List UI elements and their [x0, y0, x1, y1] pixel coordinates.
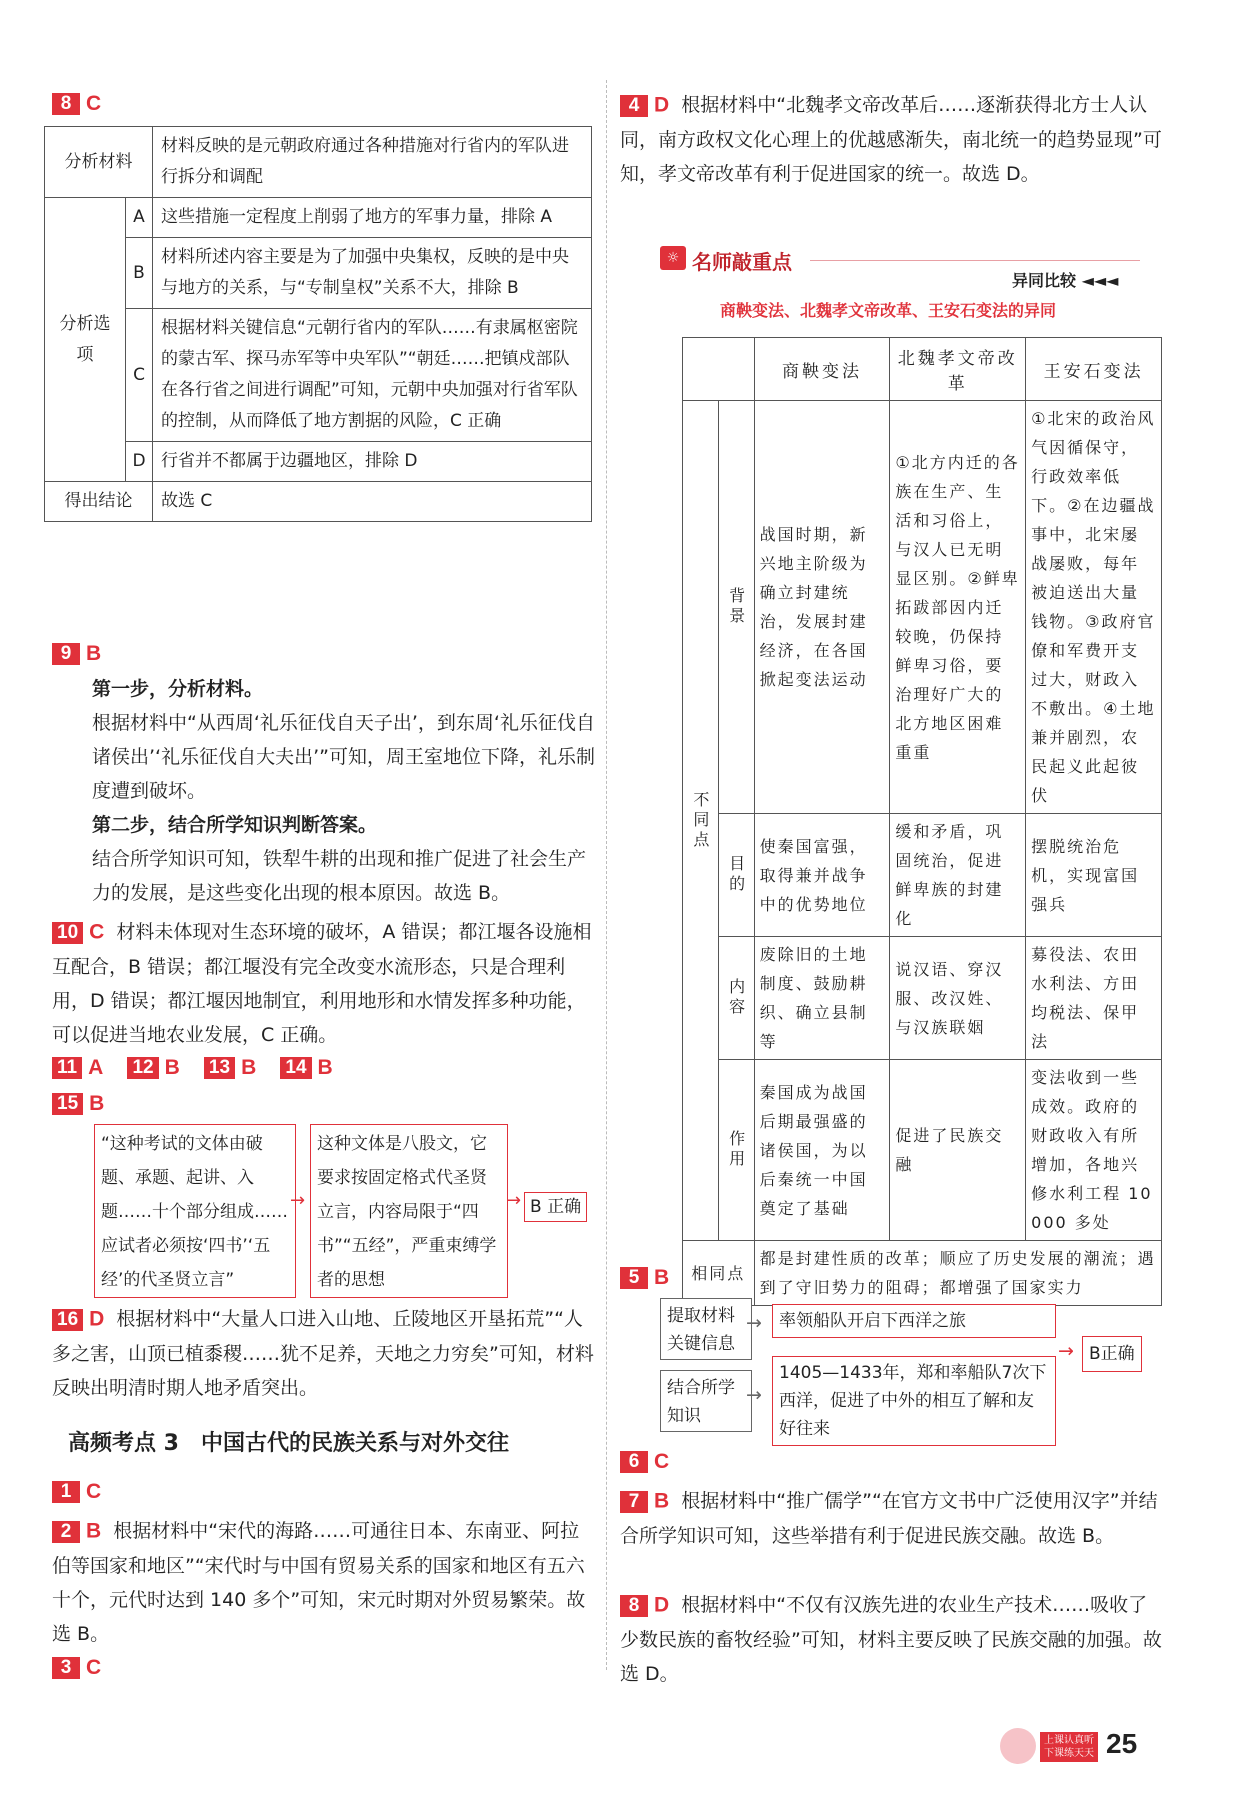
s3-q2	[52, 1514, 597, 1651]
page-number: 25	[1106, 1728, 1138, 1759]
s3-q7	[620, 1484, 1165, 1553]
answer: D	[654, 93, 670, 117]
row-label: 相同点	[683, 1241, 755, 1306]
table-label: 分析材料	[45, 127, 153, 198]
table-cell: ①北方内迁的各族在生产、生活和习俗上，与汉人已无明显区别。②鲜卑拓跋部因内迁较晚，仍保持鲜卑习俗，要治理好广大的北方地区困难重重	[890, 401, 1026, 814]
table-cell: 战国时期，新兴地主阶级为确立封建统治，发展封建经济，在各国掀起变法运动	[754, 401, 890, 814]
paragraph: 根据材料中“宋代的海路……可通往日本、东南亚、阿拉伯等国家和地区”“宋代时与中国有贸易关系的国家和地区有五六十个，元代时达到 140 多个”可知，宋元时期对外贸易繁荣。故选 B。	[52, 1520, 586, 1645]
column-header: 商鞅变法	[754, 338, 890, 401]
question-number: 4	[620, 95, 648, 117]
table-cell: 摆脱统治危机，实现富国强兵	[1026, 814, 1162, 937]
answer: B	[86, 1519, 102, 1543]
section-title: 高频考点 3 中国古代的民族关系与对外交往	[68, 1431, 509, 1456]
arrow-icon: →	[746, 1312, 762, 1334]
q9-header	[52, 642, 101, 666]
row-label: 作用	[718, 1060, 754, 1241]
s3-q8	[620, 1588, 1165, 1691]
table-label: 得出结论	[45, 482, 153, 522]
paragraph: 根据材料中“不仅有汉族先进的农业生产技术……吸收了少数民族的畜牧经验”可知，材料主要反映了民族交融的加强。故选 D。	[620, 1594, 1162, 1685]
table-cell: 说汉语、穿汉服、改汉姓、与汉族联姻	[890, 937, 1026, 1060]
table-label: 分析选项	[45, 198, 126, 482]
teacher-icon: ☼	[660, 246, 686, 270]
row-group-label: 不同点	[683, 401, 719, 1241]
table-cell: 这些措施一定程度上削弱了地方的军事力量，排除 A	[153, 198, 592, 238]
q15-result-box: B 正确	[524, 1192, 587, 1222]
question-number: 8	[52, 93, 80, 115]
s3-q3	[52, 1656, 101, 1680]
answer: C	[86, 92, 102, 115]
question-number: 6	[620, 1451, 648, 1473]
table-cell: 根据材料关键信息“元朝行省内的军队……有隶属枢密院的蒙古军、探马赤军等中央军队”“朝廷……把镇戍部队在各行省之间进行调配”可知，元朝中央加强对行省军队的控制，从而降低了地方割据的风险，C 正确	[153, 309, 592, 442]
answer: D	[89, 1307, 105, 1331]
banner-line	[810, 260, 1140, 261]
question-number: 16	[52, 1309, 83, 1331]
q9-explanation	[92, 672, 597, 910]
diagram-label-box: 提取材料关键信息	[660, 1298, 752, 1360]
footer-slogan	[1040, 1732, 1098, 1762]
arrow-icon: →	[1058, 1340, 1074, 1362]
answer: B	[317, 1056, 333, 1079]
step-title: 第二步，结合所学知识判断答案。	[92, 814, 378, 836]
comparison-table	[682, 337, 1162, 1306]
column-divider	[606, 80, 607, 1670]
table-cell: 废除旧的土地制度、鼓励耕织、确立县制等	[754, 937, 890, 1060]
table-cell: 都是封建性质的改革；顺应了历史发展的潮流；遇到了守旧势力的阻碍；都增强了国家实力	[754, 1241, 1161, 1306]
answer: B	[241, 1056, 257, 1079]
answer: B	[89, 1092, 105, 1115]
question-number: 15	[52, 1093, 83, 1115]
question-number: 13	[204, 1057, 235, 1079]
question-number: 11	[52, 1057, 82, 1079]
question-number: 14	[280, 1057, 311, 1079]
answer: B	[164, 1056, 180, 1079]
s3-q5-header	[620, 1266, 669, 1290]
question-number: 10	[52, 922, 83, 944]
q15-header	[52, 1092, 104, 1116]
row-label: 背景	[718, 401, 754, 814]
paragraph: 根据材料中“北魏孝文帝改革后……逐渐获得北方士人认同，南方政权文化心理上的优越感渐失，南北统一的趋势显现”可知，孝文帝改革有利于促进国家的统一。故选 D。	[620, 94, 1162, 185]
question-number: 3	[52, 1657, 80, 1679]
banner-tag: 异同比较 ◄◄◄	[1012, 271, 1119, 290]
question-number: 7	[620, 1491, 648, 1513]
row-label: 目的	[718, 814, 754, 937]
table-cell: 行省并不都属于边疆地区，排除 D	[153, 442, 592, 482]
step-title: 第一步，分析材料。	[92, 678, 264, 700]
paragraph: 根据材料中“推广儒学”“在官方文书中广泛使用汉字”并结合所学知识可知，这些举措有利于促进民族交融。故选 B。	[620, 1490, 1158, 1547]
table-cell: 故选 C	[153, 482, 592, 522]
answer: B	[654, 1489, 670, 1513]
column-header: 王安石变法	[1026, 338, 1162, 401]
table-cell: 使秦国富强，取得兼并战争中的优势地位	[754, 814, 890, 937]
q11-14-answers	[52, 1056, 333, 1080]
s3-q1	[52, 1480, 101, 1504]
question-number: 5	[620, 1267, 648, 1289]
mascot-icon	[1000, 1728, 1036, 1764]
option-key: D	[126, 442, 153, 482]
table-cell: 材料反映的是元朝政府通过各种措施对行省内的军队进行拆分和调配	[153, 127, 592, 198]
table-cell: 秦国成为战国后期最强盛的诸侯国，为以后秦统一中国奠定了基础	[754, 1060, 890, 1241]
table-cell: 促进了民族交融	[890, 1060, 1026, 1241]
diagram-box: 率领船队开启下西洋之旅	[772, 1304, 1056, 1338]
arrow-icon: →	[506, 1190, 522, 1211]
q15-material-box: “这种考试的文体由破题、承题、起讲、入题……十个部分组成……应试者必须按‘四书’‘五经’的代圣贤立言”	[94, 1124, 296, 1298]
slogan-line: 上课认真听	[1044, 1735, 1094, 1746]
table-cell: ①北宋的政治风气因循保守，行政效率低下。②在边疆战事中，北宋屡战屡败，每年被迫送出大量钱物。③政府官僚和军费开支过大，财政入不敷出。④土地兼并剧烈，农民起义此起彼伏	[1026, 401, 1162, 814]
option-key: A	[126, 198, 153, 238]
table-cell: 缓和矛盾，巩固统治，促进鲜卑族的封建化	[890, 814, 1026, 937]
answer: C	[86, 1656, 102, 1679]
paragraph: 根据材料中“从西周‘礼乐征伐自天子出’，到东周‘礼乐征伐自诸侯出’‘礼乐征伐自大夫出’”可知，周王室地位下降，礼乐制度遭到破坏。	[92, 712, 595, 802]
q8-analysis-table	[44, 126, 592, 522]
column-header: 北魏孝文帝改革	[890, 338, 1026, 401]
q10	[52, 915, 597, 1052]
diagram-box: 1405—1433年，郑和率船队7次下西洋，促进了中外的相互了解和友好往来	[772, 1356, 1056, 1446]
answer: C	[89, 920, 105, 944]
paragraph: 结合所学知识可知，铁犁牛耕的出现和推广促进了社会生产力的发展，是这些变化出现的根本原因。故选 B。	[92, 848, 587, 904]
answer: A	[88, 1056, 104, 1079]
row-label: 内容	[718, 937, 754, 1060]
result-box: B正确	[1082, 1336, 1142, 1372]
answer: C	[654, 1450, 670, 1473]
s3-q6	[620, 1450, 669, 1474]
answer: B	[654, 1266, 670, 1289]
table-subtitle: 商鞅变法、北魏孝文帝改革、王安石变法的异同	[720, 301, 1057, 320]
table-cell: 材料所述内容主要是为了加强中央集权，反映的是中央与地方的关系，与“专制皇权”关系不大，排除 B	[153, 238, 592, 309]
table-corner	[683, 338, 755, 401]
diagram-label-box: 结合所学知识	[660, 1370, 752, 1432]
arrow-icon: →	[290, 1190, 306, 1211]
question-number: 12	[127, 1057, 158, 1079]
page-footer	[1000, 1726, 1160, 1770]
answer: C	[86, 1480, 102, 1503]
s3-q4	[620, 88, 1165, 191]
question-number: 8	[620, 1595, 648, 1617]
question-number: 9	[52, 643, 80, 665]
question-number: 2	[52, 1521, 80, 1543]
arrow-icon: →	[746, 1384, 762, 1406]
answer: B	[86, 642, 102, 665]
answer: D	[654, 1593, 670, 1617]
q16	[52, 1302, 597, 1405]
slogan-line: 下课练天天	[1044, 1748, 1094, 1759]
banner-title: 名师敲重点	[692, 250, 792, 274]
q15-knowledge-box: 这种文体是八股文，它要求按固定格式代圣贤立言，内容局限于“四书”“五经”，严重束缚学者的思想	[310, 1124, 508, 1298]
paragraph: 根据材料中“大量人口进入山地、丘陵地区开垦拓荒”“人多之害，山顶已植黍稷……犹不足养，天地之力穷矣”可知，材料反映出明清时期人地矛盾突出。	[52, 1308, 594, 1399]
question-number: 1	[52, 1481, 80, 1503]
table-cell: 募役法、农田水利法、方田均税法、保甲法	[1026, 937, 1162, 1060]
option-key: C	[126, 309, 153, 442]
table-cell: 变法收到一些成效。政府的财政收入有所增加，各地兴修水利工程 10 000 多处	[1026, 1060, 1162, 1241]
paragraph: 材料未体现对生态环境的破坏，A 错误；都江堰各设施相互配合，B 错误；都江堰没有完全改变水流形态，只是合理利用，D 错误；都江堰因地制宜，利用地形和水情发挥多种功能，可以促进当地农业发展，C 正确。	[52, 921, 592, 1046]
q8-header	[52, 92, 101, 116]
option-key: B	[126, 238, 153, 309]
